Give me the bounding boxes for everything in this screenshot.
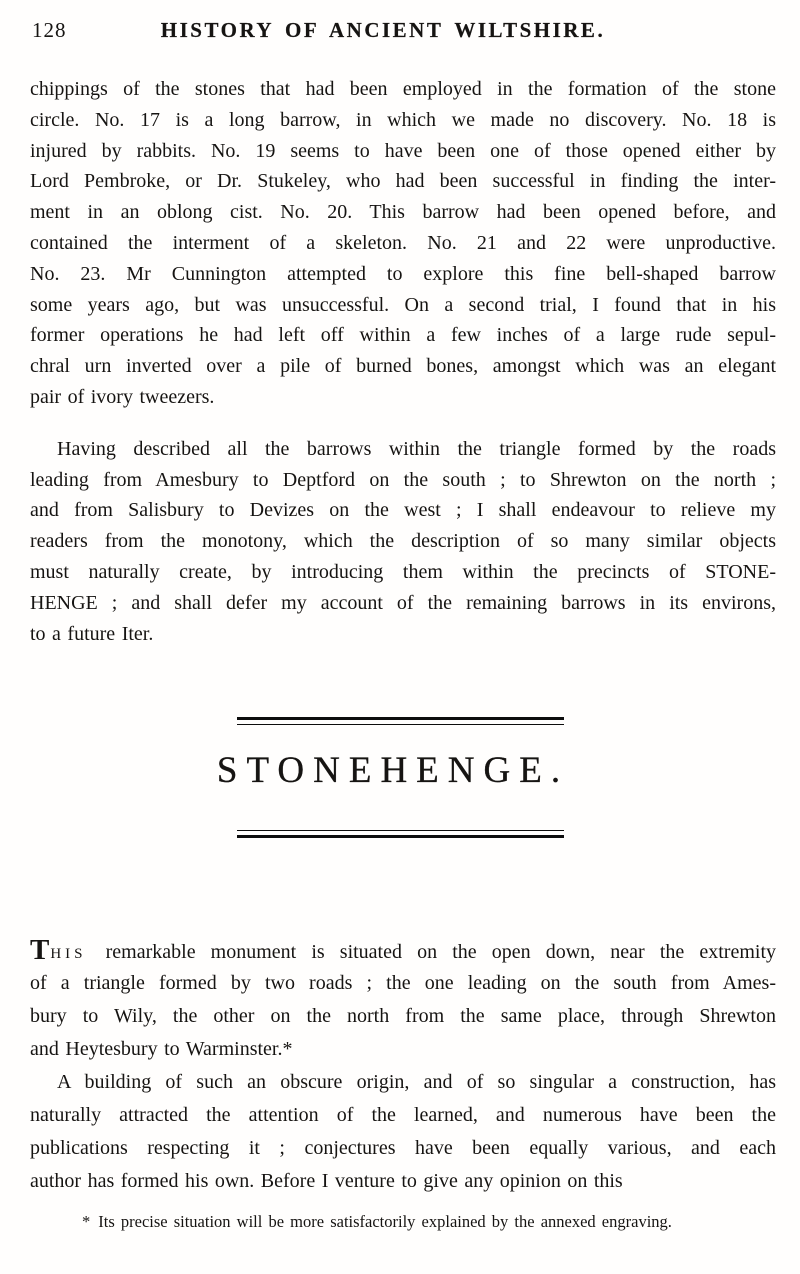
text-line: of a triangle formed by two roads ; the one leading on the south from Ames- xyxy=(30,972,776,995)
text-line: A building of such an obscure origin, and of so singular a construction, has xyxy=(57,1071,776,1094)
paragraph-barrows-2 xyxy=(30,434,776,650)
text-line: chippings of the stones that had been employed in the formation of the stone xyxy=(30,78,776,100)
text-line: circle. No. 17 is a long barrow, in which we made no discovery. No. 18 is xyxy=(30,108,776,131)
text-line: naturally attracted the attention of the learned, and numerous have been the xyxy=(30,1104,776,1127)
text-line: pair of ivory tweezers. xyxy=(30,385,215,408)
small-caps-his: HIS xyxy=(50,946,87,963)
footnote-asterisk: * xyxy=(82,1212,91,1232)
double-rule-bottom xyxy=(237,830,564,838)
text-line: HENGE ; and shall defer my account of the remaining barrows in its environs, xyxy=(30,591,776,614)
paragraph-stonehenge-2 xyxy=(30,1066,776,1198)
text-line: former operations he had left off within a few inches of a large rude sepul- xyxy=(30,324,776,347)
text-line: and from Salisbury to Devizes on the west ; I shall endeavour to relieve my xyxy=(30,499,776,522)
text-line: ment in an oblong cist. No. 20. This barrow had been opened before, and xyxy=(30,201,776,224)
text-line: some years ago, but was unsuccessful. On a second trial, I found that in his xyxy=(30,293,776,316)
text-line: chral urn inverted over a pile of burned bones, amongst which was an elegant xyxy=(30,355,776,378)
section-heading-stonehenge: STONEHENGE. xyxy=(216,750,570,792)
running-header-title: HISTORY OF ANCIENT WILTSHIRE. xyxy=(160,18,606,42)
text-line: Having described all the barrows within the triangle formed by the roads xyxy=(57,437,776,460)
text-line: No. 23. Mr Cunnington attempted to explore this fine bell-shaped barrow xyxy=(30,262,776,285)
text-line: to a future Iter. xyxy=(30,622,154,645)
opening-line-rest: remarkable monument is situated on the open down, near the extremity xyxy=(90,941,776,964)
text-line: readers from the monotony, which the description of so many similar objects xyxy=(30,530,776,553)
paragraph-barrows-1 xyxy=(30,74,776,413)
text-line: Lord Pembroke, or Dr. Stukeley, who had been successful in finding the inter- xyxy=(30,170,776,193)
text-line: and Heytesbury to Warminster.* xyxy=(30,1038,293,1061)
text-line: author has formed his own. Before I venture to give any opinion on this xyxy=(30,1170,623,1193)
footnote xyxy=(82,1212,756,1232)
text-line: leading from Amesbury to Deptford on the south ; to Shrewton on the north ; xyxy=(30,468,776,491)
spacer xyxy=(30,838,776,934)
page-number: 128 xyxy=(32,18,67,42)
text-line: bury to Wily, the other on the north from the same place, through Shrewton xyxy=(30,1005,776,1028)
text-line: injured by rabbits. No. 19 seems to have been one of those opened either by xyxy=(30,139,776,162)
double-rule-top xyxy=(237,717,564,725)
footnote-text: Its precise situation will be more satisfactorily explained by the annexed engraving. xyxy=(98,1212,672,1232)
paragraph-stonehenge-1 xyxy=(30,934,776,1066)
running-header xyxy=(30,18,776,46)
text-line: publications respecting it ; conjectures have been equally various, and each xyxy=(30,1137,776,1160)
opening-line xyxy=(30,934,776,967)
text-line: must naturally create, by introducing them within the precincts of STONE- xyxy=(30,560,776,583)
initial-capital: T xyxy=(30,934,51,967)
text-line: contained the interment of a skeleton. No. 21 and 22 were unproductive. xyxy=(30,231,776,254)
paragraph-stonehenge-1-lines xyxy=(30,967,776,1066)
